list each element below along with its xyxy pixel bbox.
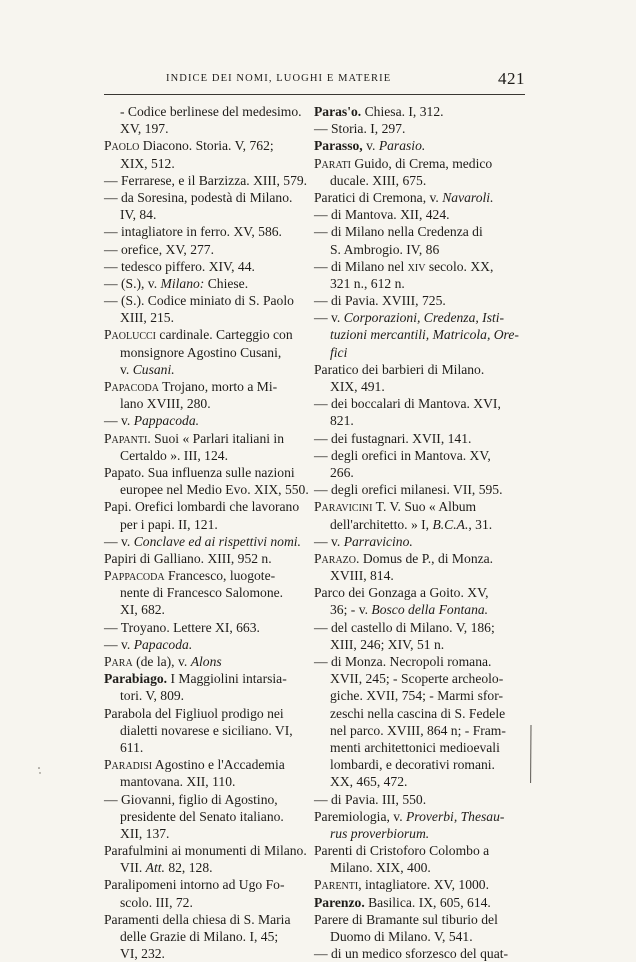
entry-text: zeschi nella cascina di S. Fedele bbox=[330, 706, 505, 721]
entry-text: ducale. XIII, 675. bbox=[330, 173, 426, 188]
entry-text: Corporazioni, Credenza, Isti- bbox=[344, 310, 504, 325]
index-line bbox=[104, 361, 304, 378]
index-line bbox=[314, 687, 523, 704]
entry-text: XIX, 491. bbox=[330, 379, 385, 394]
index-line bbox=[104, 808, 304, 825]
page-number: 421 bbox=[498, 69, 525, 89]
index-line bbox=[314, 430, 523, 447]
entry-text: rus proverbiorum. bbox=[330, 826, 429, 841]
entry-text: — v. bbox=[314, 310, 344, 325]
entry-text: Att. bbox=[146, 860, 165, 875]
entry-text: — di Pavia. XVIII, 725. bbox=[314, 293, 446, 308]
index-line bbox=[104, 258, 304, 275]
index-line bbox=[104, 120, 304, 137]
entry-text: — del castello di Milano. V, 186; bbox=[314, 620, 495, 635]
index-line bbox=[314, 894, 523, 911]
entry-text: Proverbi, Thesau- bbox=[406, 809, 504, 824]
entry-name: xiv bbox=[408, 259, 426, 274]
left-column bbox=[104, 103, 304, 962]
index-line bbox=[314, 756, 523, 773]
entry-text: — di un medico sforzesco del quat- bbox=[314, 946, 508, 961]
entry-text: — Giovanni, figlio di Agostino, bbox=[104, 792, 278, 807]
index-line bbox=[104, 791, 304, 808]
entry-text: giche. XVII, 754; - Marmi sfor- bbox=[330, 688, 503, 703]
entry-text: — v. bbox=[104, 534, 134, 549]
entry-text: secolo. XX, bbox=[425, 259, 493, 274]
index-line bbox=[104, 378, 304, 395]
entry-text: Conclave ed ai rispettivi nomi. bbox=[134, 534, 301, 549]
index-line bbox=[104, 894, 304, 911]
entry-text: tori. V, 809. bbox=[120, 688, 184, 703]
entry-text: Parasio. bbox=[379, 138, 425, 153]
index-line bbox=[104, 137, 304, 154]
entry-name: Pappacoda bbox=[104, 568, 165, 583]
entry-text: Papi. Orefici lombardi che lavorano bbox=[104, 499, 299, 514]
entry-text: , intagliatore. XV, 1000. bbox=[358, 877, 489, 892]
header-rule bbox=[104, 94, 525, 95]
entry-text: Bosco della Fontana. bbox=[371, 602, 488, 617]
index-line bbox=[314, 533, 523, 550]
index-line bbox=[104, 292, 304, 309]
index-line bbox=[314, 584, 523, 601]
index-line bbox=[104, 842, 304, 859]
entry-text: Papiri di Galliano. XIII, 952 n. bbox=[104, 551, 272, 566]
index-line bbox=[104, 911, 304, 928]
index-line bbox=[104, 155, 304, 172]
entry-text: Parco dei Gonzaga a Goito. XV, bbox=[314, 585, 489, 600]
entry-heading: Parasso, bbox=[314, 138, 363, 153]
index-line bbox=[104, 619, 304, 636]
entry-text: Parenti di Cristoforo Colombo a bbox=[314, 843, 489, 858]
entry-text: scolo. III, 72. bbox=[120, 895, 193, 910]
entry-text: v. bbox=[363, 138, 379, 153]
paper-speck-marks bbox=[36, 765, 44, 777]
index-line bbox=[104, 223, 304, 240]
entry-text: — Ferrarese, e il Barzizza. XIII, 579. bbox=[104, 173, 307, 188]
entry-text: Trojano, morto a Mi- bbox=[159, 379, 277, 394]
index-line bbox=[314, 344, 523, 361]
entry-text: XIII, 215. bbox=[120, 310, 174, 325]
index-line bbox=[314, 206, 523, 223]
entry-text: 821. bbox=[330, 413, 354, 428]
header-title: INDICE DEI NOMI, LUOGHI E MATERIE bbox=[166, 73, 391, 84]
index-line bbox=[314, 378, 523, 395]
index-line bbox=[104, 705, 304, 722]
entry-text: XVIII, 814. bbox=[330, 568, 394, 583]
entry-text: XX, 465, 472. bbox=[330, 774, 407, 789]
index-line bbox=[314, 481, 523, 498]
index-line bbox=[314, 326, 523, 343]
index-line bbox=[314, 825, 523, 842]
index-line bbox=[314, 292, 523, 309]
index-line bbox=[314, 653, 523, 670]
entry-text: IV, 84. bbox=[120, 207, 156, 222]
entry-text: — Troyano. Lettere XI, 663. bbox=[104, 620, 260, 635]
index-line bbox=[104, 859, 304, 876]
index-line bbox=[314, 945, 523, 962]
entry-text: — tedesco piffero. XIV, 44. bbox=[104, 259, 255, 274]
index-line bbox=[314, 275, 523, 292]
entry-text: (de la), v. bbox=[133, 654, 191, 669]
entry-text: XIII, 246; XIV, 51 n. bbox=[330, 637, 444, 652]
entry-heading: Parenzo. bbox=[314, 895, 365, 910]
entry-text: Paratico dei barbieri di Milano. bbox=[314, 362, 484, 377]
index-line bbox=[314, 464, 523, 481]
index-line bbox=[104, 928, 304, 945]
entry-text: Parere di Bramante sul tiburio del bbox=[314, 912, 498, 927]
index-line bbox=[104, 876, 304, 893]
entry-text: — orefice, XV, 277. bbox=[104, 242, 214, 257]
index-line bbox=[314, 739, 523, 756]
index-line bbox=[314, 103, 523, 120]
index-line bbox=[104, 653, 304, 670]
index-line bbox=[314, 773, 523, 790]
entry-text: — v. bbox=[314, 534, 344, 549]
entry-name: Para bbox=[104, 654, 133, 669]
entry-text: . Domus de P., di Monza. bbox=[356, 551, 493, 566]
entry-text: Cusani. bbox=[133, 362, 175, 377]
entry-text: — intagliatore in ferro. XV, 586. bbox=[104, 224, 282, 239]
index-line bbox=[314, 223, 523, 240]
index-line bbox=[104, 670, 304, 687]
entry-text: Parravicino. bbox=[344, 534, 413, 549]
entry-text: . Suoi « Parlari italiani in bbox=[147, 431, 284, 446]
entry-text: 36; - v. bbox=[330, 602, 371, 617]
entry-text: 82, 128. bbox=[165, 860, 213, 875]
entry-text: — (S.), v. bbox=[104, 276, 161, 291]
entry-name: Parati bbox=[314, 156, 351, 171]
entry-text: — di Pavia. III, 550. bbox=[314, 792, 426, 807]
index-line bbox=[314, 911, 523, 928]
entry-text: — di Mantova. XII, 424. bbox=[314, 207, 450, 222]
entry-text: Paremiologia, v. bbox=[314, 809, 406, 824]
index-line bbox=[314, 636, 523, 653]
entry-text: — v. bbox=[104, 413, 134, 428]
index-line bbox=[104, 636, 304, 653]
index-line bbox=[104, 326, 304, 343]
index-line bbox=[314, 395, 523, 412]
entry-text: Chiesa. I, 312. bbox=[361, 104, 443, 119]
index-line bbox=[104, 945, 304, 962]
index-line bbox=[314, 859, 523, 876]
entry-name: Paolo bbox=[104, 138, 139, 153]
entry-text: Diacono. Storia. V, 762; bbox=[139, 138, 273, 153]
entry-text: Papato. Sua influenza sulle nazioni bbox=[104, 465, 295, 480]
index-line bbox=[314, 137, 523, 154]
entry-name: Parazo bbox=[314, 551, 356, 566]
entry-text: monsignore Agostino Cusani, bbox=[120, 345, 281, 360]
index-line bbox=[104, 412, 304, 429]
entry-text: tuzioni mercantili, Matricola, Ore- bbox=[330, 327, 519, 342]
index-line bbox=[104, 241, 304, 258]
entry-text: 266. bbox=[330, 465, 354, 480]
index-line bbox=[104, 344, 304, 361]
index-line bbox=[104, 584, 304, 601]
index-line bbox=[104, 567, 304, 584]
index-line bbox=[314, 172, 523, 189]
index-line bbox=[314, 447, 523, 464]
index-line bbox=[314, 498, 523, 515]
entry-text: menti architettonici medioevali bbox=[330, 740, 500, 755]
index-line bbox=[104, 533, 304, 550]
entry-text: lano XVIII, 280. bbox=[120, 396, 211, 411]
entry-text: XVII, 245; - Scoperte archeolo- bbox=[330, 671, 503, 686]
index-line bbox=[104, 722, 304, 739]
entry-text: — di Milano nella Credenza di bbox=[314, 224, 483, 239]
entry-text: — di Milano nel bbox=[314, 259, 408, 274]
index-line bbox=[104, 498, 304, 515]
entry-text: VI, 232. bbox=[120, 946, 165, 961]
index-line bbox=[104, 516, 304, 533]
entry-text: Basilica. IX, 605, 614. bbox=[365, 895, 491, 910]
index-line bbox=[314, 722, 523, 739]
entry-text: lombardi, e decorativi romani. bbox=[330, 757, 495, 772]
entry-text: — di Monza. Necropoli romana. bbox=[314, 654, 491, 669]
index-line bbox=[314, 550, 523, 567]
index-line bbox=[314, 120, 523, 137]
entry-text: XI, 682. bbox=[120, 602, 165, 617]
entry-text: nente di Francesco Salomone. bbox=[120, 585, 283, 600]
index-line bbox=[104, 430, 304, 447]
entry-text: dell'architetto. » I, bbox=[330, 517, 432, 532]
index-line bbox=[314, 567, 523, 584]
index-line bbox=[104, 550, 304, 567]
entry-text: Agostino e l'Accademia bbox=[152, 757, 285, 772]
entry-heading: Paras'o. bbox=[314, 104, 361, 119]
entry-text: — dei fustagnari. XVII, 141. bbox=[314, 431, 471, 446]
entry-text: Paratici di Cremona, v. bbox=[314, 190, 442, 205]
index-line bbox=[104, 773, 304, 790]
index-line bbox=[314, 876, 523, 893]
index-line bbox=[314, 189, 523, 206]
index-line bbox=[314, 601, 523, 618]
entry-text: delle Grazie di Milano. I, 45; bbox=[120, 929, 278, 944]
index-line bbox=[104, 275, 304, 292]
entry-text: Duomo di Milano. V, 541. bbox=[330, 929, 473, 944]
index-line bbox=[104, 189, 304, 206]
entry-text: Guido, di Crema, medico bbox=[351, 156, 492, 171]
entry-text: XII, 137. bbox=[120, 826, 169, 841]
entry-text: Paralipomeni intorno ad Ugo Fo- bbox=[104, 877, 284, 892]
index-line bbox=[104, 447, 304, 464]
index-line bbox=[314, 705, 523, 722]
entry-text: Parabola del Figliuol prodigo nei bbox=[104, 706, 284, 721]
entry-text: 611. bbox=[120, 740, 143, 755]
entry-text: Navaroli. bbox=[442, 190, 493, 205]
entry-text: — dei boccalari di Mantova. XVI, bbox=[314, 396, 501, 411]
entry-text: fici bbox=[330, 345, 347, 360]
entry-name: Papanti bbox=[104, 431, 147, 446]
index-line bbox=[104, 206, 304, 223]
index-line bbox=[314, 619, 523, 636]
entry-text: Chiese. bbox=[204, 276, 248, 291]
entry-text: XIX, 512. bbox=[120, 156, 175, 171]
entry-text: Papacoda. bbox=[134, 637, 193, 652]
index-line bbox=[314, 516, 523, 533]
entry-text: - Codice berlinese del medesimo. bbox=[120, 104, 302, 119]
index-line bbox=[104, 481, 304, 498]
entry-text: — degli orefici milanesi. VII, 595. bbox=[314, 482, 503, 497]
entry-text: VII. bbox=[120, 860, 146, 875]
index-line bbox=[314, 309, 523, 326]
index-line bbox=[104, 395, 304, 412]
entry-text: — da Soresina, podestà di Milano. bbox=[104, 190, 292, 205]
right-column bbox=[314, 103, 523, 962]
entry-text: dialetti novarese e siciliano. VI, bbox=[120, 723, 293, 738]
entry-text: Pappacoda. bbox=[134, 413, 199, 428]
index-line bbox=[104, 739, 304, 756]
entry-text: v. bbox=[120, 362, 133, 377]
index-line bbox=[314, 791, 523, 808]
entry-text: Certaldo ». III, 124. bbox=[120, 448, 228, 463]
entry-text: Paramenti della chiesa di S. Maria bbox=[104, 912, 290, 927]
index-line bbox=[104, 172, 304, 189]
entry-text: Alons bbox=[191, 654, 222, 669]
index-line bbox=[104, 756, 304, 773]
index-line bbox=[314, 808, 523, 825]
entry-name: Parenti bbox=[314, 877, 358, 892]
margin-pencil-mark bbox=[530, 725, 532, 783]
entry-text: presidente del Senato italiano. bbox=[120, 809, 284, 824]
entry-text: B.C.A. bbox=[432, 517, 468, 532]
index-line bbox=[314, 241, 523, 258]
entry-text: mantovana. XII, 110. bbox=[120, 774, 235, 789]
index-line bbox=[314, 670, 523, 687]
entry-text: cardinale. Carteggio con bbox=[156, 327, 293, 342]
entry-text: T. V. Suo « Album bbox=[373, 499, 477, 514]
entry-text: europee nel Medio Evo. XIX, 550. bbox=[120, 482, 309, 497]
index-line bbox=[104, 464, 304, 481]
index-line bbox=[314, 842, 523, 859]
entry-name: Paravicini bbox=[314, 499, 373, 514]
entry-text: nel parco. XVIII, 864 n; - Fram- bbox=[330, 723, 506, 738]
entry-text: S. Ambrogio. IV, 86 bbox=[330, 242, 439, 257]
index-line bbox=[104, 825, 304, 842]
entry-name: Paolucci bbox=[104, 327, 156, 342]
index-line bbox=[314, 361, 523, 378]
index-line bbox=[314, 155, 523, 172]
entry-text: — (S.). Codice miniato di S. Paolo bbox=[104, 293, 294, 308]
entry-text: I Maggiolini intarsia- bbox=[167, 671, 287, 686]
index-line bbox=[314, 928, 523, 945]
entry-text: Milano: bbox=[161, 276, 205, 291]
running-header bbox=[104, 69, 525, 91]
entry-text: 321 n., 612 n. bbox=[330, 276, 405, 291]
entry-heading: Parabiago. bbox=[104, 671, 167, 686]
entry-text: Parafulmini ai monumenti di Milano. bbox=[104, 843, 307, 858]
entry-text: XV, 197. bbox=[120, 121, 168, 136]
index-line bbox=[314, 258, 523, 275]
entry-text: per i papi. II, 121. bbox=[120, 517, 218, 532]
index-line bbox=[104, 687, 304, 704]
entry-name: Paradisi bbox=[104, 757, 152, 772]
index-line bbox=[104, 309, 304, 326]
entry-text: — Storia. I, 297. bbox=[314, 121, 405, 136]
entry-name: Papacoda bbox=[104, 379, 159, 394]
index-line bbox=[104, 601, 304, 618]
entry-text: Milano. XIX, 400. bbox=[330, 860, 431, 875]
entry-text: Francesco, luogote- bbox=[165, 568, 276, 583]
entry-text: — degli orefici in Mantova. XV, bbox=[314, 448, 491, 463]
entry-text: — v. bbox=[104, 637, 134, 652]
index-line bbox=[314, 412, 523, 429]
index-line bbox=[104, 103, 304, 120]
entry-text: , 31. bbox=[468, 517, 492, 532]
